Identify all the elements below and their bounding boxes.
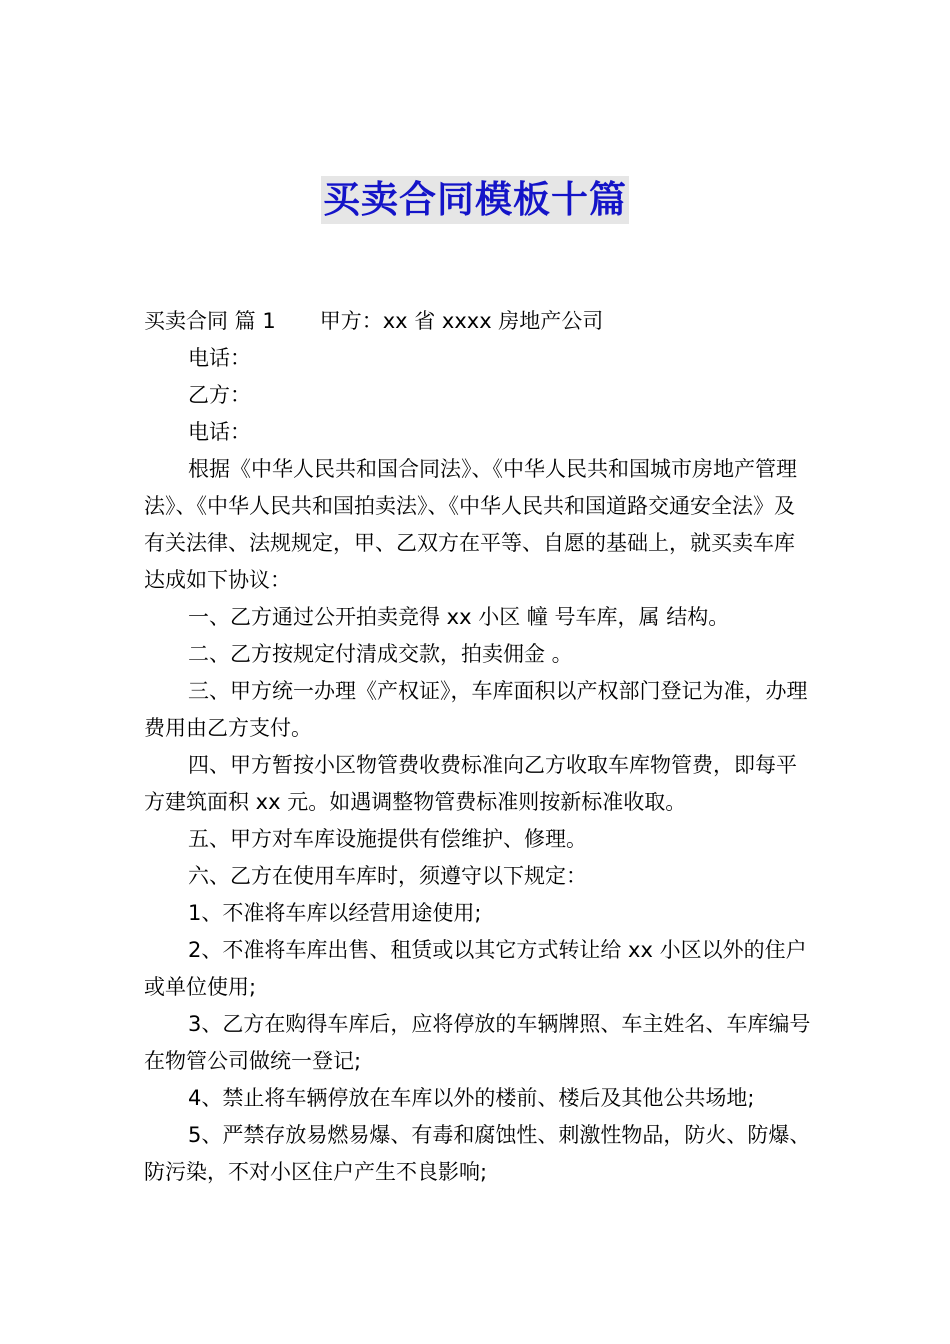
document-title-block: [0, 176, 950, 224]
contract-label: 买卖合同 篇 1: [144, 309, 276, 333]
header-gap: [276, 303, 320, 340]
contract-header-line: [144, 303, 812, 340]
rule-4: 4、禁止将车辆停放在车库以外的楼前、楼后及其他公共场地;: [188, 1086, 755, 1110]
clause-2: 二、乙方按规定付清成交款，拍卖佣金 。: [188, 642, 573, 666]
party-b-line: 乙方：: [188, 383, 251, 407]
rule-1: 1、不准将车库以经营用途使用;: [188, 901, 482, 925]
rule-3: 3、乙方在购得车库后，应将停放的车辆牌照、车主姓名、车库编号在物管公司做统一登记;: [144, 1012, 811, 1073]
phone-a-line: 电话：: [188, 346, 251, 370]
document-body: [144, 303, 812, 1191]
clause-6: 六、乙方在使用车库时，须遵守以下规定：: [188, 864, 587, 888]
clause-4: 四、甲方暂按小区物管费收费标准向乙方收取车库物管费，即每平方建筑面积 xx 元。如遇调整物管费标准则按新标准收取。: [144, 753, 797, 814]
party-a-line: 甲方：xx 省 xxxx 房地产公司: [319, 309, 604, 333]
clause-3: 三、甲方统一办理《产权证》，车库面积以产权部门登记为准，办理费用由乙方支付。: [144, 679, 808, 740]
rule-2: 2、不准将车库出售、租赁或以其它方式转让给 xx 小区以外的住户或单位使用;: [144, 938, 807, 999]
clause-5: 五、甲方对车库设施提供有偿维护、修理。: [188, 827, 587, 851]
preamble-paragraph: 根据《中华人民共和国合同法》、《中华人民共和国城市房地产管理法》、《中华人民共和国拍卖法》、《中华人民共和国道路交通安全法》及有关法律、法规规定，甲、乙双方在平等、自愿的基础上，就买卖车库达成如下协议：: [144, 457, 797, 592]
document-title: 买卖合同模板十篇: [321, 176, 629, 224]
rule-5: 5、严禁存放易燃易爆、有毒和腐蚀性、刺激性物品，防火、防爆、防污染，不对小区住户产生不良影响;: [144, 1123, 811, 1184]
phone-b-line: 电话：: [188, 420, 251, 444]
clause-1: 一、乙方通过公开拍卖竞得 xx 小区 幢 号车库，属 结构。: [188, 605, 730, 629]
